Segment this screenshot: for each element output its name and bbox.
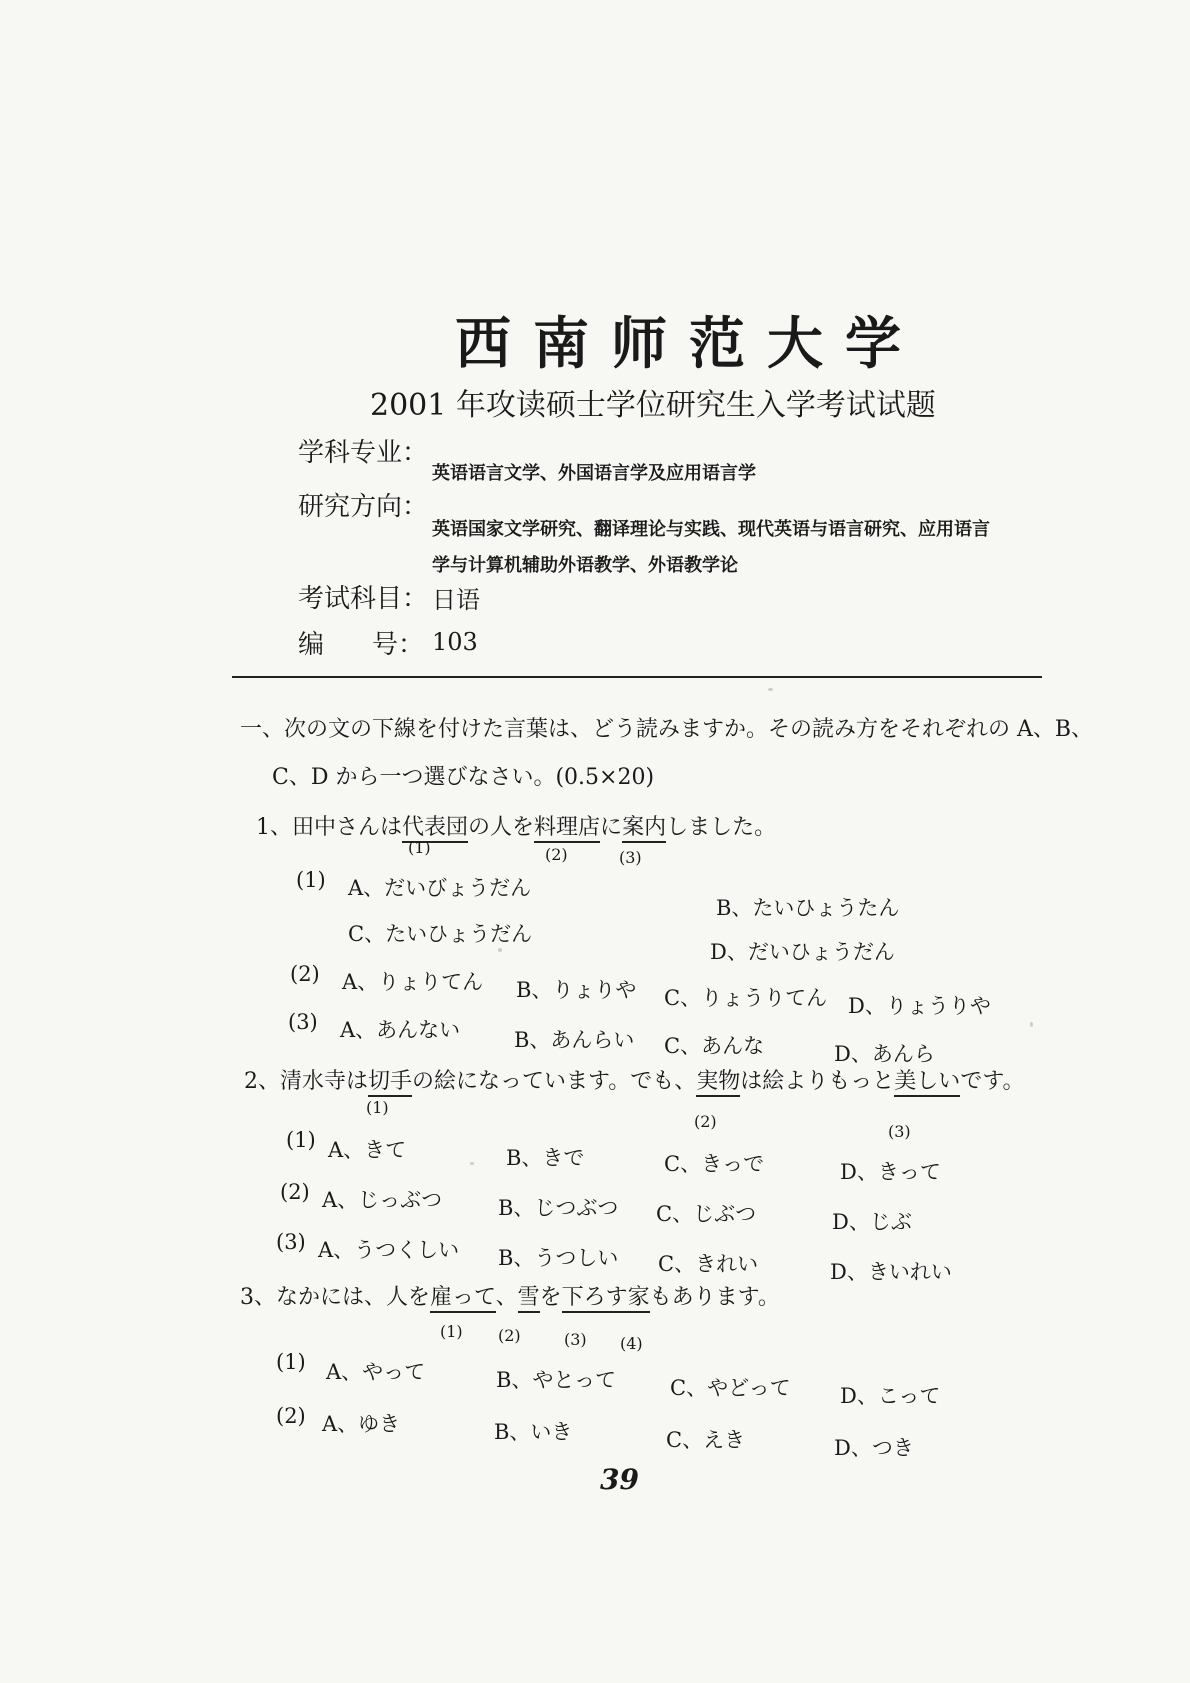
direction-value-line1: 英语国家文学研究、翻译理论与实践、现代英语与语言研究、应用语言 xyxy=(432,519,990,540)
q3-part1-option-b: B、やとって xyxy=(496,1368,617,1392)
q1-part3-option-c: C、あんな xyxy=(664,1034,765,1058)
subject-label: 考试科目： xyxy=(298,584,429,614)
q1-marker-2: (2) xyxy=(545,845,568,864)
exam-title: 2001 年攻读硕士学位研究生入学考试试题 xyxy=(370,388,936,423)
scan-speck xyxy=(1030,1022,1033,1027)
q2-part1-label: (1) xyxy=(286,1128,316,1152)
q3-part1-option-c: C、やどって xyxy=(670,1376,791,1400)
q2-part3-option-c: C、きれい xyxy=(658,1252,759,1276)
q1-marker-1: (1) xyxy=(408,838,431,857)
q2-part2-option-d: D、じぶ xyxy=(832,1210,912,1234)
question-1-sentence xyxy=(256,810,776,841)
q2-underlined-1: 切手 xyxy=(368,1069,412,1097)
q1-part2-option-c: C、りょうりてん xyxy=(664,986,828,1010)
q3-part2-option-a: A、ゆき xyxy=(322,1412,401,1436)
q3-underlined-4: 家 xyxy=(628,1285,650,1313)
q3-text-3: を xyxy=(539,1285,562,1310)
q1-part2-option-b: B、りょりや xyxy=(516,978,637,1002)
q3-part2-label: (2) xyxy=(276,1404,306,1428)
scan-speck xyxy=(768,688,773,691)
q1-part1-option-b: B、たいひょうたん xyxy=(716,896,900,920)
q2-part3-option-d: D、きいれい xyxy=(830,1260,952,1284)
q1-part1-option-c: C、たいひょうだん xyxy=(348,922,533,946)
q3-marker-2: (2) xyxy=(498,1326,521,1345)
university-name: 西南师范大学 xyxy=(455,311,923,377)
scan-speck xyxy=(470,1162,474,1165)
q3-part2-option-c: C、えき xyxy=(666,1428,746,1452)
question-2-sentence xyxy=(244,1064,1025,1095)
q2-part1-option-d: D、きって xyxy=(840,1160,941,1184)
q2-part2-option-a: A、じっぶつ xyxy=(322,1188,443,1212)
q3-part1-option-a: A、やって xyxy=(326,1360,426,1384)
q1-underlined-2: 料理店 xyxy=(534,815,600,843)
q1-text-2: の人を xyxy=(468,815,535,840)
section1-instruction-line2: C、D から一つ選びなさい。(0.5×20) xyxy=(272,765,655,790)
q3-underlined-3: 下ろす xyxy=(562,1285,628,1313)
q3-underlined-1: 雇って xyxy=(430,1285,496,1313)
q2-text-1: 2、清水寺は xyxy=(244,1069,368,1094)
q1-part1-option-d: D、だいひょうだん xyxy=(710,940,895,964)
q1-underlined-1: 代表団 xyxy=(402,815,468,843)
q1-part2-option-a: A、りょりてん xyxy=(342,970,484,994)
q3-text-2: 、 xyxy=(495,1285,518,1310)
q3-marker-4: (4) xyxy=(620,1334,643,1353)
q2-part1-option-c: C、きっで xyxy=(664,1152,765,1176)
q3-part2-option-d: D、つき xyxy=(834,1436,914,1460)
q2-underlined-2: 実物 xyxy=(696,1069,740,1097)
q2-marker-3: (3) xyxy=(888,1122,911,1141)
q1-part1-label: (1) xyxy=(296,868,326,892)
section1-instruction-line1: 一、次の文の下線を付けた言葉は、どう読みますか。その読み方をそれぞれの A、B、 xyxy=(240,717,1094,742)
q3-marker-3: (3) xyxy=(564,1330,587,1349)
q2-part2-label: (2) xyxy=(280,1180,310,1204)
q1-part2-option-d: D、りょうりや xyxy=(848,994,991,1018)
q3-underlined-2: 雪 xyxy=(518,1285,540,1313)
number-label-char2: 号： xyxy=(372,630,425,660)
major-value: 英语语言文学、外国语言学及应用语言学 xyxy=(432,463,756,484)
q1-text-1: 1、田中さんは xyxy=(256,815,402,840)
q1-part2-label: (2) xyxy=(290,962,320,986)
q1-marker-3: (3) xyxy=(619,848,642,867)
q2-part1-option-a: A、きて xyxy=(328,1138,407,1162)
direction-label: 研究方向： xyxy=(298,492,429,522)
q1-part3-option-b: B、あんらい xyxy=(514,1028,635,1052)
q2-part3-label: (3) xyxy=(276,1230,306,1254)
q1-text-3: に xyxy=(600,815,623,840)
q1-part3-label: (3) xyxy=(288,1010,318,1034)
direction-value-line2: 学与计算机辅助外语教学、外语教学论 xyxy=(432,555,738,576)
q2-part3-option-a: A、うつくしい xyxy=(318,1238,460,1262)
q3-marker-1: (1) xyxy=(440,1322,463,1341)
q2-part2-option-c: C、じぶつ xyxy=(656,1202,757,1226)
q3-text-1: 3、なかには、人を xyxy=(240,1285,430,1310)
q1-part3-option-a: A、あんない xyxy=(340,1018,461,1042)
subject-value: 日语 xyxy=(432,586,480,614)
q3-part1-label: (1) xyxy=(276,1350,306,1374)
q3-part1-option-d: D、こって xyxy=(840,1384,941,1408)
number-value: 103 xyxy=(432,628,478,656)
scan-speck xyxy=(498,948,502,952)
q2-text-2: の絵になっています。でも、 xyxy=(412,1069,697,1094)
page-number: 39 xyxy=(600,1463,639,1496)
q2-marker-1: (1) xyxy=(366,1098,389,1117)
q2-text-4: です。 xyxy=(960,1069,1025,1094)
question-3-sentence xyxy=(240,1280,780,1311)
q1-part1-option-a: A、だいびょうだん xyxy=(348,876,532,900)
q3-text-4: もあります。 xyxy=(649,1285,780,1310)
q2-part3-option-b: B、うつしい xyxy=(498,1246,619,1270)
q2-text-3: は絵よりもっと xyxy=(740,1069,895,1094)
header-divider xyxy=(232,676,1042,678)
q2-underlined-3: 美しい xyxy=(894,1069,960,1097)
q3-part2-option-b: B、いき xyxy=(494,1420,573,1444)
q1-underlined-3: 案内 xyxy=(622,815,666,843)
q1-part3-option-d: D、あんら xyxy=(834,1042,935,1066)
number-label-char1: 编 xyxy=(298,630,325,660)
major-label: 学科专业： xyxy=(298,438,429,468)
q1-text-4: しました。 xyxy=(666,815,777,840)
q2-part1-option-b: B、きで xyxy=(506,1146,585,1170)
q2-marker-2: (2) xyxy=(694,1112,717,1131)
q2-part2-option-b: B、じつぶつ xyxy=(498,1196,619,1220)
